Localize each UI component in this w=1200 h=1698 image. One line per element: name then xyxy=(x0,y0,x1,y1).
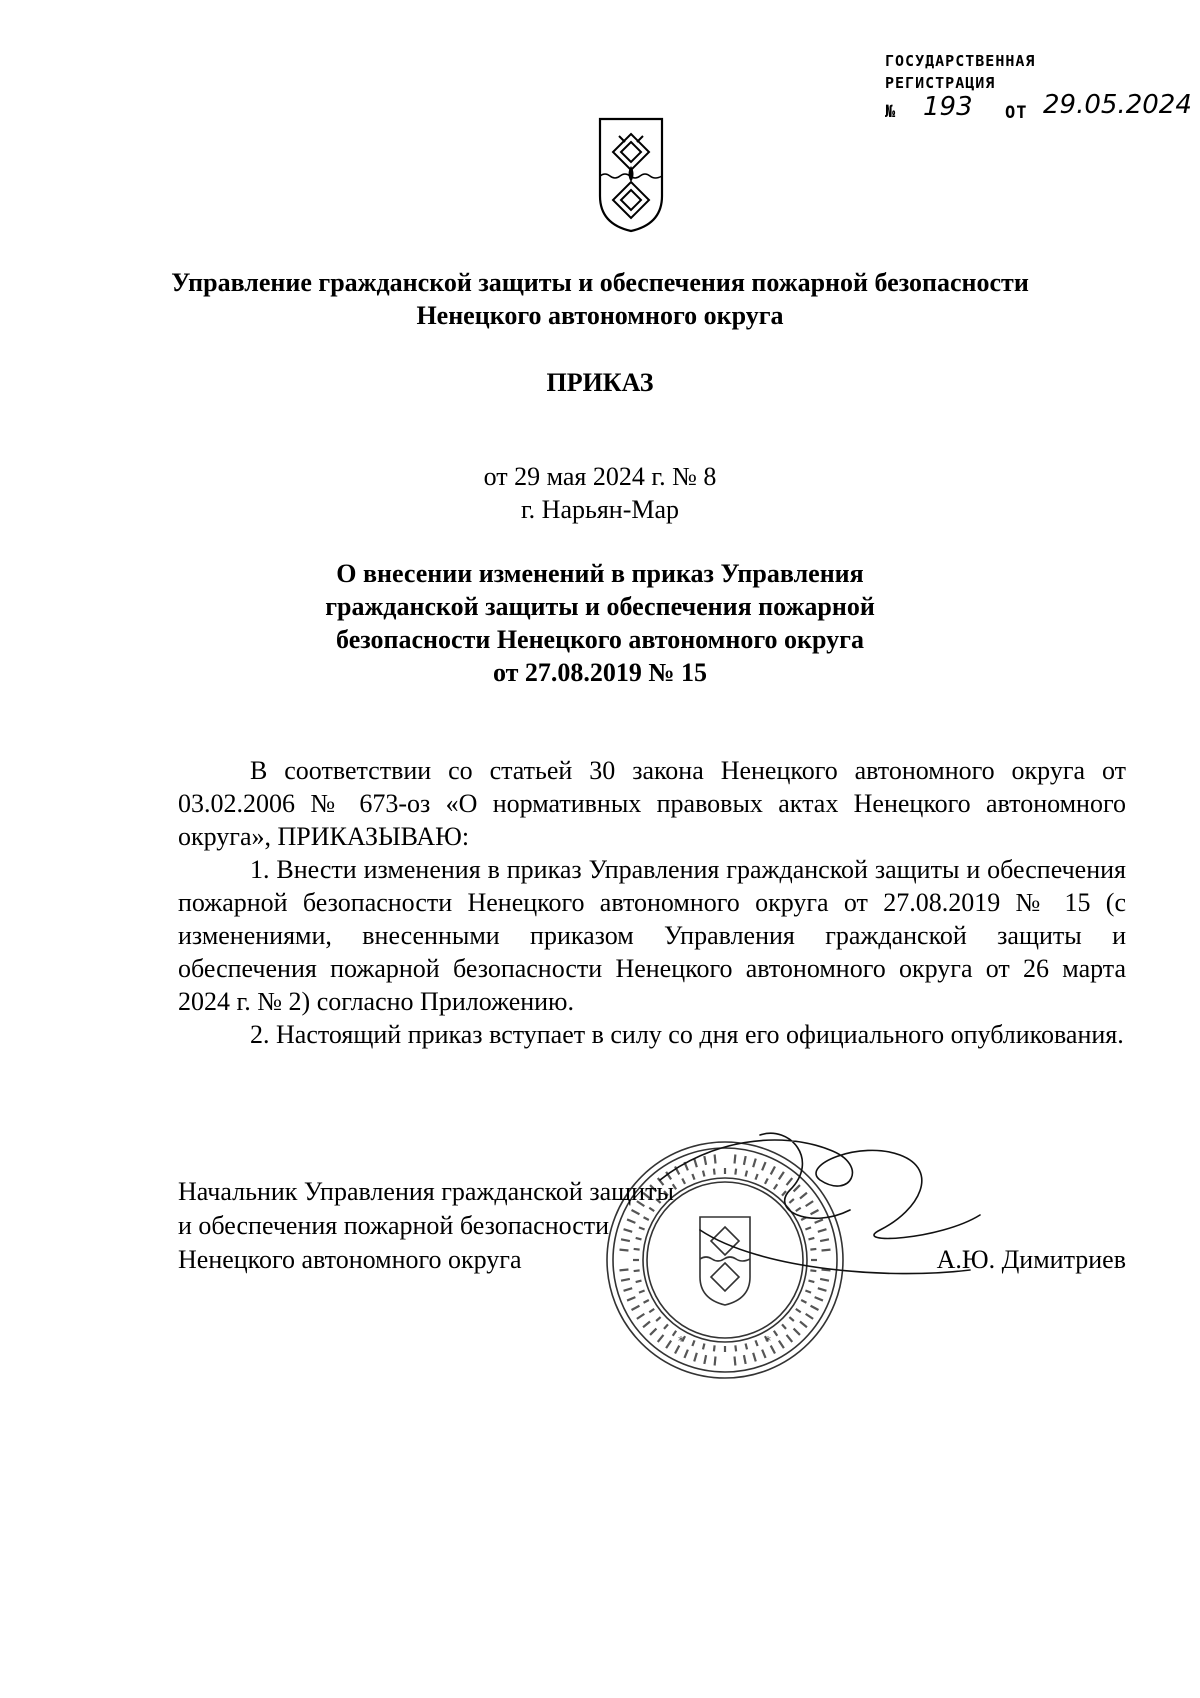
seal-lettering-tick xyxy=(787,1335,793,1342)
seal-lettering-tick xyxy=(703,1344,704,1350)
seal-lettering-tick xyxy=(704,1355,706,1364)
seal-lettering-tick xyxy=(643,1322,650,1328)
organization-title-line1: Управление гражданской защиты и обеспечения пожарной безопасности xyxy=(171,268,1029,297)
svg-text:*: * xyxy=(765,1334,771,1348)
seal-lettering-tick xyxy=(805,1290,811,1292)
registration-number-sign: № xyxy=(885,102,897,122)
seal-lettering-tick xyxy=(714,1345,715,1351)
seal-lettering-tick xyxy=(801,1300,806,1303)
seal-lettering-tick xyxy=(632,1306,640,1310)
seal-lettering-tick xyxy=(762,1350,765,1358)
document-type: ПРИКАЗ xyxy=(546,368,654,397)
signer-position-line2: и обеспечения пожарной безопасности xyxy=(178,1211,610,1240)
document-subject xyxy=(280,557,920,689)
seal-lettering-tick xyxy=(684,1350,687,1358)
seal-lettering-tick xyxy=(811,1306,819,1310)
document-city: г. Нарьян-Мар xyxy=(520,495,680,524)
signer-name: А.Ю. Димитриев xyxy=(936,1245,1126,1274)
body-item-2: 2. Настоящий приказ вступает в силу со дня его официального опубликования. xyxy=(250,1020,1124,1049)
document-date-number: от 29 мая 2024 г. № 8 xyxy=(483,462,717,491)
document-date-block xyxy=(150,460,1050,526)
seal-lettering-tick xyxy=(637,1314,644,1319)
seal-lettering-tick xyxy=(735,1345,736,1351)
seal-lettering-tick xyxy=(715,1357,716,1366)
seal-lettering-tick xyxy=(771,1346,775,1354)
document-subject-line1: О внесении изменений в приказ Управления xyxy=(336,559,864,588)
registration-stamp-line2: РЕГИСТРАЦИЯ xyxy=(885,74,996,92)
seal-lettering-tick xyxy=(656,1317,660,1321)
seal-lettering-tick xyxy=(673,1331,676,1336)
seal-lettering-tick xyxy=(794,1329,800,1335)
signer-position-line3: Ненецкого автономного округа xyxy=(178,1245,522,1274)
seal-lettering-tick xyxy=(644,1300,649,1303)
body-intro-paragraph: В соответствии со статьей 30 закона Ненецкого автономного округа от 03.02.2006 № 673-оз «О нормативных правовых актах Ненецкого автономного округа», ПРИКАЗЫВАЮ: xyxy=(178,756,1126,851)
signer-position-line1: Начальник Управления гражданской защиты xyxy=(178,1177,674,1206)
document-subject-line3: безопасности Ненецкого автономного округа xyxy=(336,625,864,654)
seal-lettering-tick xyxy=(774,1331,777,1336)
seal-lettering-tick xyxy=(692,1340,694,1346)
seal-lettering-tick xyxy=(658,1335,664,1342)
registration-from-label: ОТ xyxy=(1005,103,1028,123)
registration-number: 193 xyxy=(923,92,973,122)
registration-stamp-line1: ГОСУДАРСТВЕННАЯ xyxy=(885,52,1036,70)
signature-block xyxy=(178,1175,1126,1277)
document-subject-line4: от 27.08.2019 № 15 xyxy=(492,658,708,687)
seal-lettering-tick xyxy=(735,1357,736,1366)
seal-lettering-tick xyxy=(806,1314,813,1319)
seal-lettering-tick xyxy=(664,1324,668,1328)
seal-lettering-tick xyxy=(621,1279,630,1281)
seal-lettering-tick xyxy=(789,1317,793,1321)
seal-lettering-tick xyxy=(779,1341,784,1348)
seal-lettering-tick xyxy=(796,1309,801,1312)
seal-lettering-tick xyxy=(649,1309,654,1312)
seal-lettering-tick xyxy=(800,1322,807,1328)
document-subject-line2: гражданской защиты и обеспечения пожарной xyxy=(325,592,875,621)
seal-lettering-tick xyxy=(755,1340,757,1346)
seal-lettering-tick xyxy=(744,1355,746,1364)
seal-lettering-tick xyxy=(746,1344,747,1350)
seal-lettering-tick xyxy=(666,1341,671,1348)
registration-stamp xyxy=(885,52,1192,142)
body-item-1: 1. Внести изменения в приказ Управления гражданской защиты и обеспечения пожарной безопасности Ненецкого автономного округа от 27.08.2019 № 15 (с изменениями, внесенными приказом Управления гражданской защиты и обеспечения пожарной безопасности Ненецкого автономного округа от 26 марта 2024 г. № 2) согласно Приложению. xyxy=(178,855,1126,1016)
seal-lettering-tick xyxy=(782,1324,786,1328)
organization-title xyxy=(150,266,1050,332)
seal-lettering-tick xyxy=(624,1288,633,1291)
organization-title-line2: Ненецкого автономного округа xyxy=(416,301,784,330)
seal-lettering-tick xyxy=(815,1297,823,1300)
seal-lettering-tick xyxy=(639,1290,645,1292)
registration-date: 29.05.2024 xyxy=(1043,90,1192,120)
seal-lettering-tick xyxy=(627,1297,635,1300)
seal-lettering-tick xyxy=(694,1353,697,1362)
seal-lettering-tick xyxy=(753,1353,756,1362)
coat-of-arms-icon xyxy=(597,116,665,234)
seal-lettering-tick xyxy=(650,1329,656,1335)
svg-text:*: * xyxy=(678,1334,684,1348)
document-body xyxy=(178,754,1126,1051)
